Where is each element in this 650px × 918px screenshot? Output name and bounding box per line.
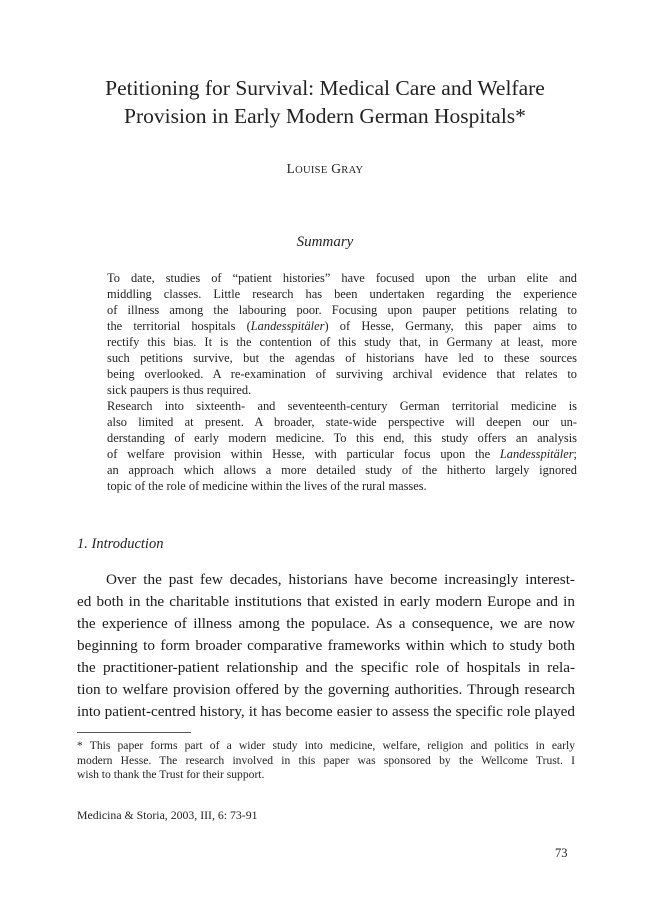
summary-line: To date, studies of “patient histories” have focused upon the urban elite and — [107, 271, 577, 285]
footnote-line: modern Hesse. The research involved in this paper was sponsored by the Wellcome Trust. I — [77, 753, 575, 767]
summary-line: derstanding of early modern medicine. To this end, this study offers an analysis — [107, 431, 577, 445]
summary-line — [107, 318, 577, 334]
summary-italic-term: Landesspitäler — [250, 319, 325, 333]
paragraph-line: ed both in the charitable institutions that existed in early modern Europe and in — [77, 593, 575, 610]
summary-line: such petitions survive, but the agendas of historians have led to these sources — [107, 351, 577, 365]
footnote-divider — [77, 732, 191, 733]
section-heading-introduction: 1. Introduction — [77, 536, 164, 552]
paragraph-line: into patient-centred history, it has become easier to assess the specific role played — [77, 703, 575, 720]
summary-line — [107, 446, 577, 462]
article-title-line-1: Petitioning for Survival: Medical Care and Welfare — [105, 76, 545, 100]
journal-citation: Medicina & Storia, 2003, III, 6: 73-91 — [77, 808, 258, 822]
paragraph-line: the practitioner-patient relationship and the specific role of hospitals in rela- — [77, 659, 575, 676]
summary-text: the territorial hospitals ( — [107, 319, 251, 333]
footnote-line: wish to thank the Trust for their support. — [77, 768, 265, 781]
author-first-initial: L — [286, 161, 296, 176]
page-number: 73 — [555, 846, 568, 860]
summary-line: being overlooked. A re-examination of surviving archival evidence that relates to — [107, 367, 577, 381]
summary-line: topic of the role of medicine within the lives of the rural masses. — [107, 479, 427, 493]
summary-line: middling classes. Little research has been undertaken regarding the experience — [107, 287, 577, 301]
author-last-rest: RAY — [341, 165, 364, 176]
summary-line: an approach which allows a more detailed study of the hitherto largely ignored — [107, 463, 577, 477]
article-title-line-2: Provision in Early Modern German Hospitals* — [124, 104, 526, 128]
footnote-line: * This paper forms part of a wider study into medicine, welfare, religion and politics in early — [77, 739, 575, 752]
article-title — [60, 74, 590, 130]
author-name — [0, 161, 650, 177]
paragraph-line: beginning to form broader comparative frameworks within which to study both — [77, 637, 575, 654]
summary-line: Research into sixteenth- and seventeenth-century German territorial medicine is — [107, 399, 577, 413]
summary-text: of welfare provision within Hesse, with particular focus upon the — [107, 447, 500, 461]
paragraph-line: tion to welfare provision offered by the governing authorities. Through research — [77, 681, 575, 698]
summary-line: of illness among the labouring poor. Focusing upon pauper petitions relating to — [107, 303, 577, 317]
summary-text: ) of Hesse, Germany, this paper aims to — [324, 319, 577, 333]
author-first-rest: OUISE — [295, 165, 328, 176]
paragraph-line: the experience of illness among the populace. As a consequence, we are now — [77, 615, 575, 632]
summary-italic-term: Landesspitäler — [499, 447, 574, 461]
paragraph-line: Over the past few decades, historians have become increasingly interest- — [106, 571, 575, 588]
summary-abstract — [107, 270, 577, 494]
footnote — [77, 739, 575, 783]
author-last-initial: G — [331, 161, 342, 176]
summary-text: ; — [573, 447, 577, 461]
summary-line: also limited at present. A broader, state-wide perspective will deepen our un- — [107, 415, 577, 429]
summary-line: rectify this bias. It is the contention of this study that, in Germany at least, more — [107, 335, 577, 349]
introduction-paragraph — [77, 569, 575, 723]
summary-heading: Summary — [296, 234, 354, 250]
summary-line: sick paupers is thus required. — [107, 383, 252, 397]
